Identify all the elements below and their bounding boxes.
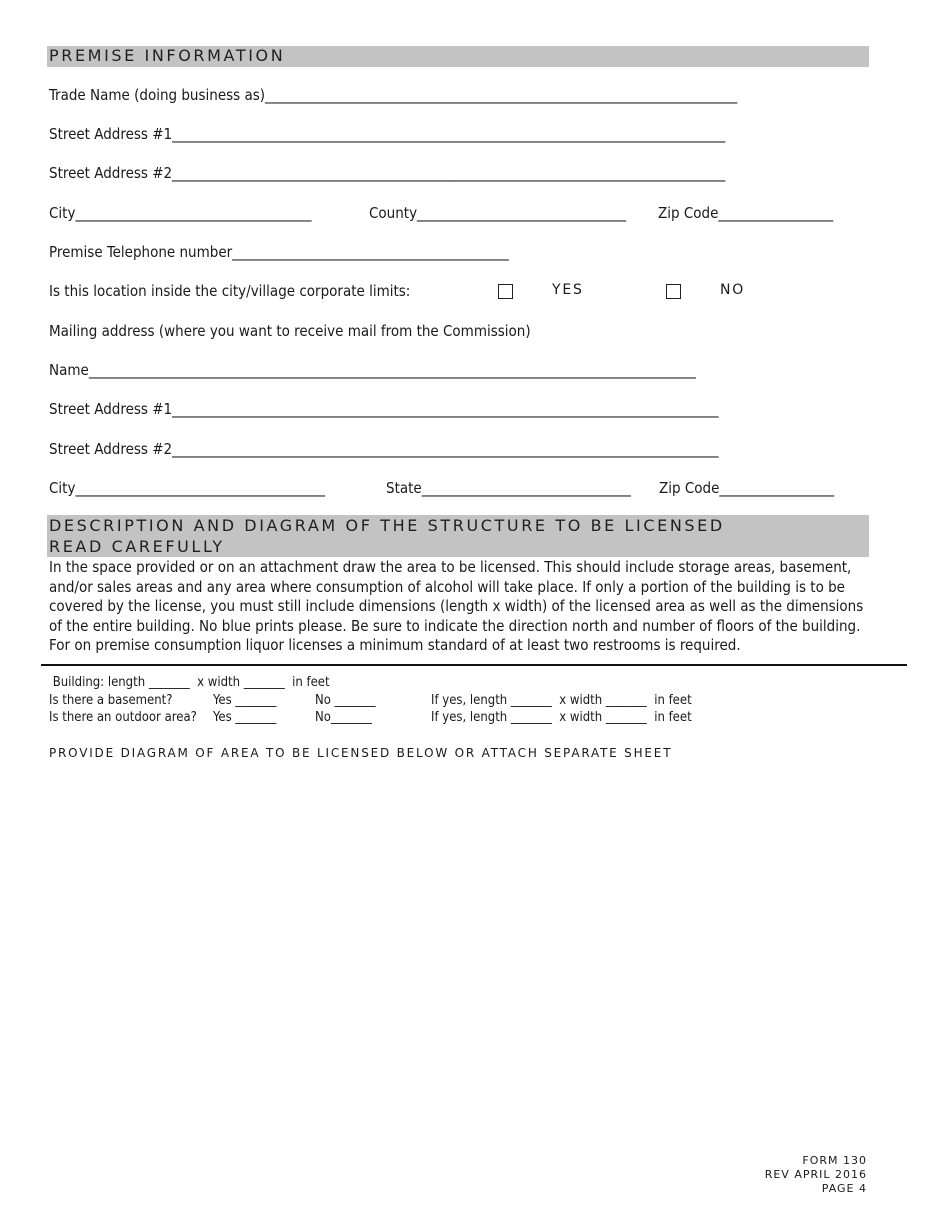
mailing-street-2-field[interactable]: Street Address #2_________________________________________________________________________________ (49, 440, 719, 458)
structure-instructions: In the space provided or on an attachment draw the area to be licensed. This should include storage areas, basement, and/or sales areas and any area where consumption of alcohol will take place. If only a portion of the building is to be covered by the license, you must still include dimensions (length x width) of the licensed area as well as the dimensions of the entire building. No blue prints please. Be sure to indicate the direction north and number of floors of the building. For on premise consumption liquor licenses a minimum standard of at least two restrooms is required. (49, 558, 864, 655)
basement-question: Is there a basement? (49, 693, 173, 708)
premise-telephone-field[interactable]: Premise Telephone number_________________________________________ (49, 243, 509, 261)
county-field[interactable]: County_______________________________ (369, 204, 627, 222)
outdoor-dimensions-field[interactable]: If yes, length _______ x width _______ in feet (431, 710, 692, 725)
street-address-1-field[interactable]: Street Address #1__________________________________________________________________________________ (49, 125, 726, 143)
street-address-2-field[interactable]: Street Address #2__________________________________________________________________________________ (49, 164, 726, 182)
no-checkbox[interactable] (666, 284, 681, 299)
basement-yes-field[interactable]: Yes _______ (213, 693, 277, 708)
revision-date: REV APRIL 2016 (764, 1168, 867, 1181)
city-field[interactable]: City___________________________________ (49, 204, 312, 222)
corporate-limits-question: Is this location inside the city/village corporate limits: (49, 282, 411, 300)
premise-section-title: PREMISE INFORMATION (49, 46, 286, 65)
read-carefully-title: READ CAREFULLY (49, 537, 225, 556)
zip-code-field[interactable]: Zip Code_________________ (658, 204, 834, 222)
divider-line (41, 664, 907, 666)
yes-checkbox[interactable] (498, 284, 513, 299)
diagram-area[interactable] (49, 770, 869, 1140)
page-number: PAGE 4 (821, 1182, 867, 1195)
diagram-prompt: PROVIDE DIAGRAM OF AREA TO BE LICENSED BELOW OR ATTACH SEPARATE SHEET (49, 746, 673, 760)
mailing-street-1-field[interactable]: Street Address #1_________________________________________________________________________________ (49, 400, 719, 418)
basement-dimensions-field[interactable]: If yes, length _______ x width _______ in feet (431, 693, 692, 708)
trade-name-field[interactable]: Trade Name (doing business as)______________________________________________________________________ (49, 86, 738, 104)
basement-no-field[interactable]: No _______ (315, 693, 376, 708)
structure-section-title: DESCRIPTION AND DIAGRAM OF THE STRUCTURE TO BE LICENSED (49, 516, 725, 535)
mailing-city-field[interactable]: City_____________________________________ (49, 479, 326, 497)
mailing-address-intro: Mailing address (where you want to receive mail from the Commission) (49, 322, 531, 340)
yes-label: YES (552, 282, 584, 298)
building-dimensions-field[interactable]: Building: length _______ x width _______ in feet (49, 675, 330, 690)
outdoor-yes-field[interactable]: Yes _______ (213, 710, 277, 725)
no-label: NO (720, 282, 746, 298)
outdoor-question: Is there an outdoor area? (49, 710, 197, 725)
mailing-name-field[interactable]: Name__________________________________________________________________________________________ (49, 361, 696, 379)
mailing-zip-field[interactable]: Zip Code_________________ (659, 479, 835, 497)
form-number: FORM 130 (802, 1154, 867, 1167)
outdoor-no-field[interactable]: No_______ (315, 710, 372, 725)
mailing-state-field[interactable]: State_______________________________ (386, 479, 631, 497)
